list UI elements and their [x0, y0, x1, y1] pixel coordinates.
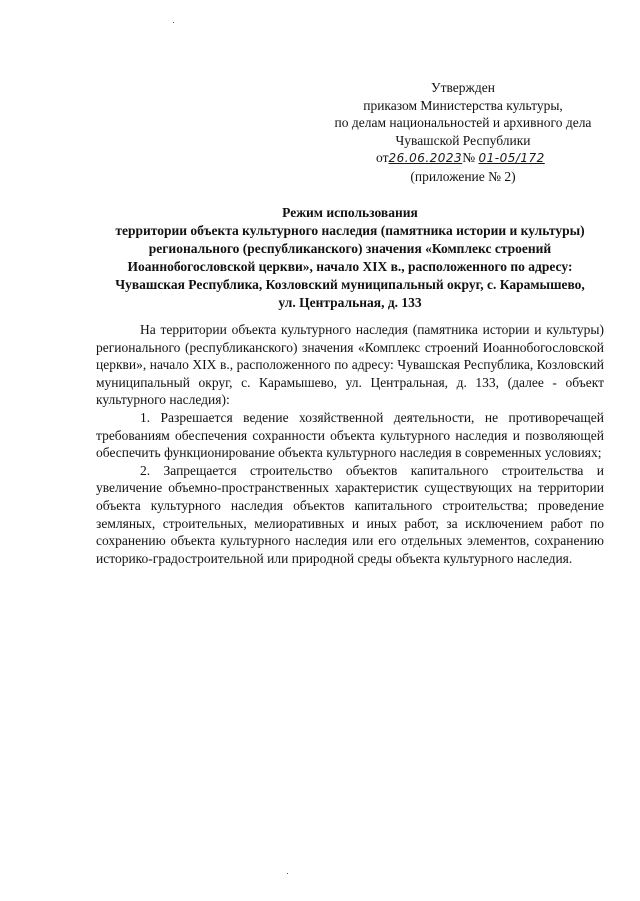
title-line-5: Чувашская Республика, Козловский муниципальный округ, с. Карамышево,: [115, 277, 585, 292]
approval-line-1: Утвержден: [431, 80, 495, 95]
title-line-1: Режим использования: [282, 205, 418, 220]
title-line-2: территории объекта культурного наследия (памятника истории и культуры): [115, 223, 585, 238]
annex-label: (приложение № 2): [410, 168, 516, 184]
scan-speck-bottom: [287, 873, 288, 874]
title-line-6: ул. Центральная, д. 133: [278, 295, 422, 310]
approval-line-4: Чувашской Республики: [395, 132, 531, 148]
item-2-paragraph: 2. Запрещается строительство объектов капитального строительства и увеличение объемно-пространственных характеристик существующих на территории объекта культурного наследия объектов капитального строительства; проведение земляных, строительных, мелиоративных и иных работ, за исключением работ по сохранению объекта культурного наследия или его отдельных элементов, сохранению историко-градостроительной или природной среды объекта культурного наследия.: [96, 462, 604, 566]
approval-date-line: [318, 149, 608, 168]
approval-stamp-block: [318, 79, 608, 185]
scan-speck-top: [173, 22, 174, 23]
date-prefix: от: [376, 150, 389, 165]
approval-line-2: приказом Министерства культуры,: [363, 97, 563, 113]
title-line-4: Иоаннобогословской церкви», начало XIX в., расположенного по адресу:: [127, 259, 573, 274]
number-prefix: №: [462, 150, 476, 165]
title-line-3: регионального (республиканского) значения «Комплекс строений: [148, 241, 552, 256]
item-1-paragraph: 1. Разрешается ведение хозяйственной деятельности, не противоречащей требованиям обеспечения сохранности объекта культурного наследия и позволяющей обеспечить функционирование объекта культурного наследия в современных условиях;: [96, 409, 604, 461]
document-title: [95, 204, 605, 312]
document-body: [96, 321, 604, 567]
intro-paragraph: На территории объекта культурного наследия (памятника истории и культуры) регионального (республиканского) значения «Комплекс строений Иоаннобогословской церкви», начало XIX в., расположенного по адресу: Чувашская Республика, Козловский муниципальный округ, с. Карамышево, ул. Центральная, д. 133, (далее - объект культурного наследия):: [96, 322, 604, 408]
handwritten-date: 26.06.2023: [388, 151, 463, 165]
handwritten-number: 01-05/172: [478, 151, 545, 165]
approval-line-3: по делам национальностей и архивного дела: [334, 115, 592, 130]
